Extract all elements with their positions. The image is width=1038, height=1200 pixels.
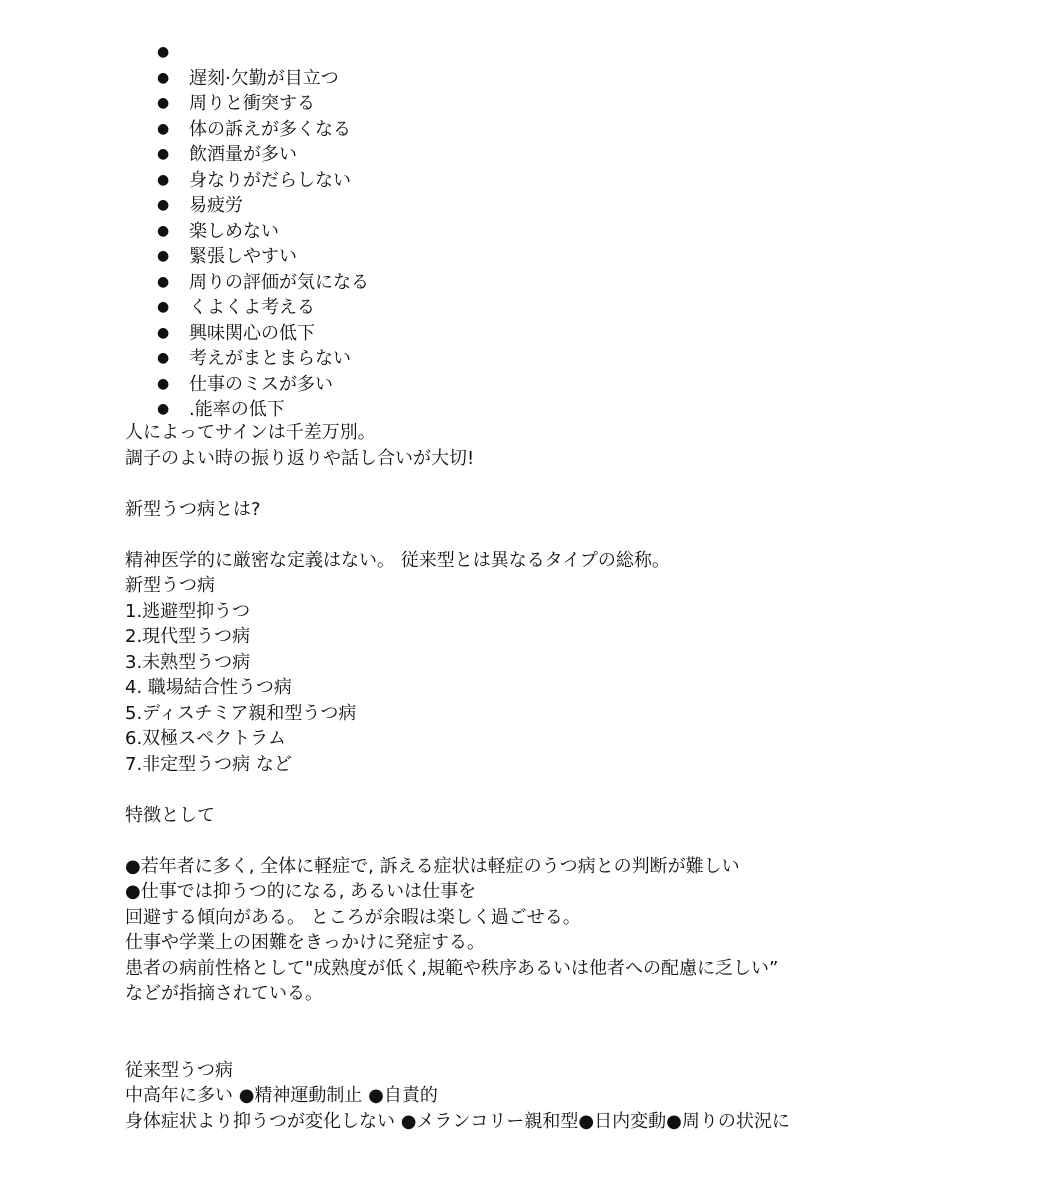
bullet-dot-icon: ● bbox=[157, 324, 170, 341]
bullet-dot-icon: ● bbox=[157, 375, 170, 392]
feature-line: 仕事や学業上の困難をきっかけに発症する。 bbox=[125, 932, 485, 953]
new-type-item: 2.現代型うつ病 bbox=[125, 626, 251, 647]
feature-line: ●仕事では抑うつ的になる, あるいは仕事を bbox=[125, 881, 477, 902]
symptom-bullet-text: 身なりがだらしない bbox=[189, 169, 351, 191]
bullet-dot-icon: ● bbox=[157, 299, 170, 315]
symptom-bullet-text: 遅刻·欠勤が目立つ bbox=[189, 67, 339, 89]
new-type-item: 4. 職場結合性うつ病 bbox=[125, 677, 292, 698]
new-type-item: 1.逃避型抑うつ bbox=[125, 600, 251, 622]
new-type-list-title: 新型うつ病 bbox=[125, 575, 215, 596]
bullet-dot-icon: ● bbox=[157, 401, 170, 417]
new-type-item: 5.ディスチミア親和型うつ病 bbox=[125, 702, 357, 724]
new-type-item: 6.双極スペクトラム bbox=[125, 728, 286, 749]
feature-line: 患者の病前性格として"成熟度が低く,規範や秩序あるいは他者への配慮に乏しい” bbox=[125, 957, 779, 979]
feature-line: などが指摘されている。 bbox=[125, 983, 323, 1004]
signs-note-line-2: 調子のよい時の振り返りや話し合いが大切! bbox=[125, 447, 475, 469]
bullet-dot-icon: ● bbox=[157, 222, 170, 239]
bullet-dot-icon: ● bbox=[157, 248, 170, 264]
document-body bbox=[125, 420, 790, 1134]
blank-line bbox=[125, 471, 790, 497]
blank-line bbox=[125, 522, 790, 548]
bullet-dot-icon: ● bbox=[157, 273, 170, 290]
symptom-bullet-text: 飲酒量が多い bbox=[189, 144, 297, 165]
traditional-type-heading: 従来型うつ病 bbox=[125, 1059, 233, 1081]
symptom-bullet-text: 緊張しやすい bbox=[189, 246, 297, 267]
new-type-item: 7.非定型うつ病 など bbox=[125, 753, 292, 775]
new-type-definition: 精神医学的に厳密な定義はない。 従来型とは異なるタイプの総称。 bbox=[125, 549, 670, 571]
symptom-bullet-text: .能率の低下 bbox=[189, 399, 285, 420]
symptom-bullet-text: 易疲労 bbox=[189, 195, 243, 216]
new-type-heading: 新型うつ病とは? bbox=[125, 498, 261, 520]
feature-line: ●若年者に多く, 全体に軽症で, 訴える症状は軽症のうつ病との判断が難しい bbox=[125, 855, 740, 877]
bullet-dot-icon: ● bbox=[157, 44, 170, 60]
symptom-bullet-text: 楽しめない bbox=[189, 220, 279, 242]
symptom-bullet-text: 体の訴えが多くなる bbox=[189, 118, 351, 140]
symptom-bullet-text: くよくよ考える bbox=[189, 297, 315, 318]
bullet-dot-icon: ● bbox=[157, 350, 170, 366]
blank-line bbox=[125, 1007, 790, 1033]
symptom-bullet-text: 考えがまとまらない bbox=[189, 348, 351, 369]
signs-note-line-1: 人によってサインは千差万別。 bbox=[125, 422, 376, 443]
bullet-dot-icon: ● bbox=[157, 146, 170, 162]
bullet-dot-icon: ● bbox=[157, 95, 170, 111]
new-type-item: 3.未熟型うつ病 bbox=[125, 651, 251, 673]
blank-line bbox=[125, 828, 790, 854]
blank-line bbox=[125, 777, 790, 803]
feature-line: 回避する傾向がある。 ところが余暇は楽しく過ごせる。 bbox=[125, 906, 581, 928]
bullet-dot-icon: ● bbox=[157, 197, 170, 213]
symptom-bullet-text: 周りと衝突する bbox=[189, 93, 315, 114]
traditional-type-line: 身体症状より抑うつが変化しない ●メランコリー親和型●日内変動●周りの状況に bbox=[125, 1110, 790, 1132]
symptom-bullet-text: 周りの評価が気になる bbox=[189, 271, 369, 293]
symptom-bullet-text: 興味関心の低下 bbox=[189, 322, 315, 344]
features-heading: 特徴として bbox=[125, 804, 215, 826]
symptom-bullet-text: 仕事のミスが多い bbox=[189, 373, 333, 395]
bullet-dot-icon: ● bbox=[157, 171, 170, 188]
bullet-dot-icon: ● bbox=[157, 69, 170, 86]
blank-line bbox=[125, 1032, 790, 1058]
bullet-dot-icon: ● bbox=[157, 120, 170, 137]
traditional-type-line: 中高年に多い ●精神運動制止 ●自責的 bbox=[125, 1085, 438, 1106]
